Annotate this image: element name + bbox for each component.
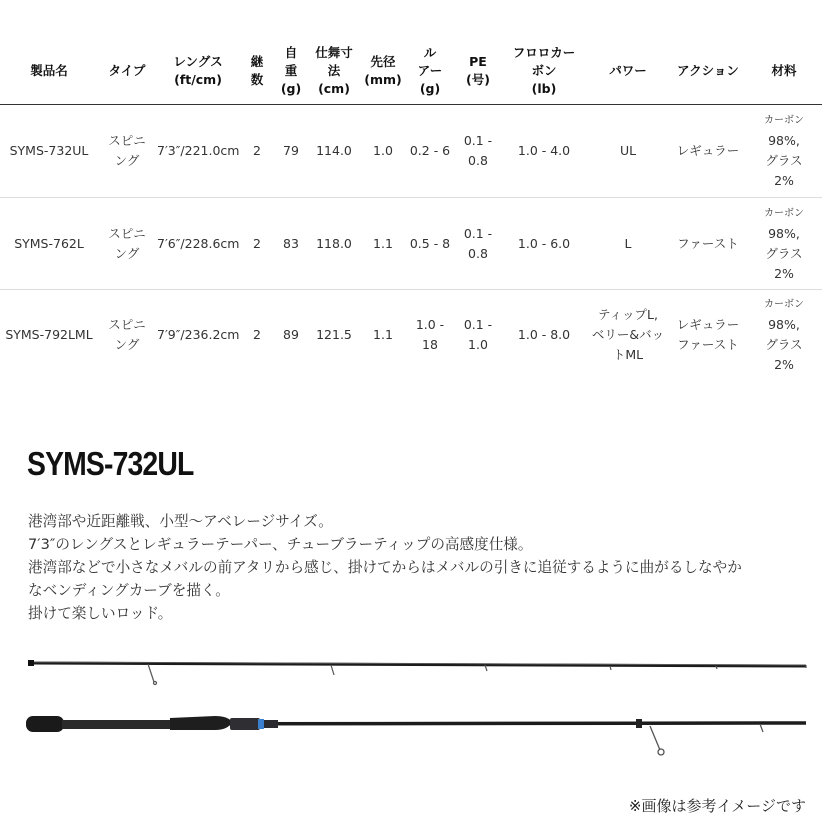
table-row [0, 198, 822, 290]
column-header [98, 38, 156, 105]
column-header-text: (g) [419, 81, 441, 96]
cell-text: スピニ [108, 225, 146, 241]
cell-text: グラス [765, 337, 803, 352]
cell-text: スピニ [108, 317, 146, 332]
column-header-text: PE [469, 54, 487, 69]
cell-closed: 118.0 [308, 198, 360, 290]
cell-material [746, 198, 822, 290]
cell-text: スピニ [108, 133, 146, 148]
cell-text: カーボン [764, 207, 804, 219]
cell-text: 2% [774, 173, 794, 188]
cell-fluoro: 1.0 - 8.0 [517, 327, 571, 342]
cell-weight: 89 [283, 327, 299, 342]
column-header-text: 数 [250, 72, 264, 87]
column-header [360, 38, 406, 105]
cell-lure [406, 105, 454, 198]
cell-length: 7′6″/228.6cm [156, 198, 240, 290]
cell-text: グラス [765, 153, 803, 168]
column-header-text: 仕舞寸 [315, 45, 353, 60]
cell-text: ング [114, 153, 140, 168]
table-row [0, 290, 822, 381]
column-header-text: 製品名 [30, 63, 68, 78]
column-header-text: ボン [531, 63, 557, 78]
rod-butt-section [26, 716, 806, 755]
description-line: 港湾部や近距離戦、小型〜アベレージサイズ。 [28, 513, 333, 530]
cell-text: 1.0 - [415, 317, 445, 332]
cell-power [586, 198, 670, 290]
description-line: なベンディングカーブを描く。 [28, 582, 230, 599]
cell-pieces: 2 [240, 105, 274, 198]
column-header [308, 38, 360, 105]
column-header-text: 重 [284, 63, 298, 78]
column-header [0, 38, 98, 105]
cell-text: ベリー&バッ [591, 327, 665, 342]
cell-type [98, 105, 156, 198]
cell-text: 0.1 - [463, 133, 493, 148]
cell-material [746, 290, 822, 381]
cell-tip: 1.1 [373, 327, 393, 342]
cell-text: レギュラー [676, 317, 740, 332]
description-line: 7′3″のレングスとレギュラーテーパー、チューブラーティップの高感度仕様。 [28, 536, 533, 553]
cell-type [98, 198, 156, 290]
cell-text: 98%, [768, 317, 800, 332]
column-header [274, 38, 308, 105]
cell-type [98, 290, 156, 381]
column-header [670, 38, 746, 105]
image-disclaimer: ※画像は参考イメージです [628, 797, 806, 815]
cell-text: 0.1 - [463, 317, 493, 332]
cell-text: ファースト [677, 235, 739, 251]
column-header [586, 38, 670, 105]
column-header-text: (号) [466, 72, 490, 87]
description-line: 港湾部などで小さなメバルの前アタリから感じ、掛けてからはメバルの引きに追従するように曲がるしなやか [28, 559, 742, 576]
cell-text: ング [114, 337, 140, 352]
cell-pieces: 2 [240, 198, 274, 290]
description-line: 掛けて楽しいロッド。 [28, 605, 173, 622]
cell-text: 0.8 [468, 245, 488, 261]
cell-text: ティップL, [598, 307, 658, 322]
column-header-text: (cm) [318, 81, 350, 96]
column-header-text: 自 [284, 45, 298, 60]
column-header [746, 38, 822, 105]
model-heading: SYMS-732UL [27, 445, 194, 482]
cell-text: L [624, 235, 632, 251]
column-header-text: アクション [677, 63, 739, 78]
cell-action [670, 105, 746, 198]
column-header [454, 38, 502, 105]
cell-text: グラス [765, 245, 803, 261]
cell-pe [454, 290, 502, 381]
cell-length: 7′9″/236.2cm [157, 327, 240, 342]
cell-text: 98%, [768, 133, 800, 148]
column-header [156, 38, 240, 105]
cell-text: トML [612, 347, 644, 362]
cell-fluoro: 1.0 - 4.0 [502, 105, 586, 198]
column-header-text: (lb) [531, 81, 557, 96]
column-header-text: 材料 [771, 63, 797, 78]
column-header-text: パワー [609, 63, 647, 78]
spec-table [0, 38, 822, 380]
cell-name: SYMS-792LML [5, 327, 93, 342]
column-header-text: 法 [327, 63, 341, 78]
cell-closed: 114.0 [308, 105, 360, 198]
cell-action [670, 198, 746, 290]
cell-text: UL [619, 143, 637, 158]
cell-material [746, 105, 822, 198]
cell-pieces: 2 [253, 327, 261, 342]
rod-image [0, 640, 826, 765]
column-header-text: アー [417, 63, 443, 78]
cell-pe [454, 198, 502, 290]
column-header-text: 先径 [370, 54, 396, 69]
cell-lure [406, 198, 454, 290]
cell-weight: 83 [274, 198, 308, 290]
spec-header-row [0, 38, 822, 105]
column-header [406, 38, 454, 105]
cell-action [670, 290, 746, 381]
cell-text: ファースト [677, 337, 739, 352]
column-header [240, 38, 274, 105]
cell-name: SYMS-762L [0, 198, 98, 290]
cell-power [586, 105, 670, 198]
cell-text: 98%, [768, 225, 800, 241]
cell-text: ング [114, 245, 140, 261]
cell-length: 7′3″/221.0cm [156, 105, 240, 198]
column-header-text: (mm) [364, 72, 402, 87]
cell-text: カーボン [764, 299, 804, 310]
cell-text: レギュラー [676, 143, 740, 158]
cell-power [586, 290, 670, 381]
column-header-text: (ft/cm) [174, 72, 222, 87]
column-header-text: フロロカー [512, 45, 576, 60]
cell-pe [454, 105, 502, 198]
cell-lure [406, 290, 454, 381]
cell-weight: 79 [274, 105, 308, 198]
cell-tip: 1.0 [360, 105, 406, 198]
column-header-text: (g) [280, 81, 302, 96]
cell-tip: 1.1 [360, 198, 406, 290]
cell-text: 0.5 - 8 [409, 235, 451, 251]
column-header-text: レングス [173, 54, 223, 69]
cell-text: 2% [774, 265, 794, 281]
column-header-text: タイプ [108, 63, 146, 78]
table-row [0, 105, 822, 198]
rod-tip-section [28, 660, 806, 685]
cell-text: 0.2 - 6 [409, 143, 451, 158]
column-header-text: ル [423, 45, 437, 60]
cell-text: 1.0 [468, 337, 488, 352]
cell-text: 18 [422, 337, 438, 352]
cell-name: SYMS-732UL [0, 105, 98, 198]
cell-text: 0.1 - [463, 225, 493, 241]
cell-text: 2% [774, 357, 794, 372]
column-header-text: 継 [250, 54, 264, 69]
column-header [502, 38, 586, 105]
cell-text: カーボン [764, 115, 804, 126]
product-description [28, 510, 808, 625]
cell-text: 0.8 [468, 153, 488, 168]
cell-fluoro: 1.0 - 6.0 [502, 198, 586, 290]
cell-closed: 121.5 [316, 327, 352, 342]
